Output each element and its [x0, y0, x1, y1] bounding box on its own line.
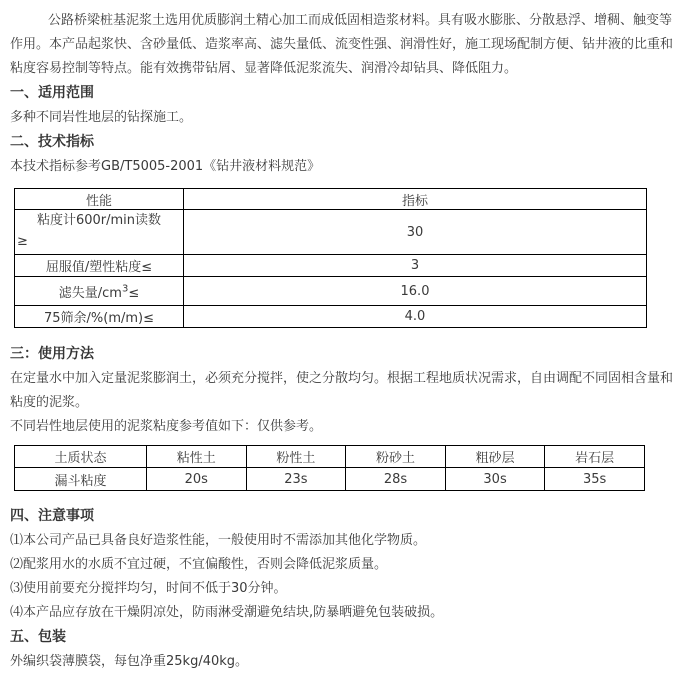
- spec-value-cell: 4.0: [184, 306, 647, 328]
- viscosity-table-header-row: [15, 446, 645, 468]
- spec-header-property: 性能: [15, 189, 184, 210]
- spec-property-label: 粘度计600r/min读数: [36, 213, 162, 228]
- usage-body: 在定量水中加入定量泥浆膨润土，必须充分搅拌，使之分散均匀。根据工程地质状况需求，自由调配不同固相含量和粘度的泥浆。: [10, 371, 674, 410]
- soil-type-header: 粗砂层: [445, 446, 545, 468]
- viscosity-value-cell: 30s: [445, 468, 545, 491]
- spec-value-cell: 16.0: [184, 277, 647, 306]
- greater-equal-symbol: ≥: [17, 234, 28, 249]
- section-heading-specs: 二、技术指标: [10, 134, 94, 150]
- funnel-viscosity-label: 漏斗粘度: [15, 468, 147, 491]
- spec-property-cell: [15, 210, 184, 255]
- table-row: [15, 210, 647, 255]
- spec-value-cell: 3: [184, 255, 647, 277]
- table-row: [15, 277, 647, 306]
- usage-note: 不同岩性地层使用的泥浆粘度参考值如下：仅供参考。: [10, 419, 323, 434]
- spec-property-cell: 屈服值/塑性粘度≤: [15, 255, 184, 277]
- table-row: [15, 255, 647, 277]
- section-heading-scope: 一、适用范围: [10, 85, 94, 101]
- spec-property-cell: [15, 277, 184, 306]
- spec-property-label: 滤失量/cm: [58, 285, 122, 301]
- section-heading-usage: 三：使用方法: [10, 346, 94, 362]
- packaging-body: 外编织袋薄膜袋，每包净重25kg/40kg。: [10, 654, 249, 669]
- spec-value-cell: 30: [184, 210, 647, 255]
- viscosity-value-cell: 28s: [346, 468, 446, 491]
- table-row: [15, 468, 645, 491]
- note-item: ⑶使用前要充分搅拌均匀，时间不低于30分钟。: [10, 581, 287, 596]
- note-item: ⑴本公司产品已具备良好造浆性能，一般使用时不需添加其他化学物质。: [10, 533, 427, 548]
- note-item: ⑷本产品应存放在干燥阴凉处，防雨淋受潮避免结块,防暴晒避免包装破损。: [10, 605, 444, 620]
- soil-type-header: 粉砂土: [346, 446, 446, 468]
- scope-body: 多种不同岩性地层的钻探施工。: [10, 110, 193, 125]
- soil-state-header: 土质状态: [15, 446, 147, 468]
- spec-table-header-row: [15, 189, 647, 210]
- viscosity-value-cell: 20s: [147, 468, 247, 491]
- soil-type-header: 岩石层: [545, 446, 645, 468]
- section-heading-notes: 四、注意事项: [10, 508, 94, 524]
- less-equal-symbol: ≤: [128, 285, 140, 301]
- soil-type-header: 粉性土: [246, 446, 346, 468]
- viscosity-table: [14, 445, 645, 491]
- note-item: ⑵配浆用水的水质不宜过硬，不宜偏酸性，否则会降低泥浆质量。: [10, 557, 388, 572]
- specs-reference: 本技术指标参考GB/T5005-2001《钻井液材料规范》: [10, 159, 321, 174]
- spec-header-value: 指标: [184, 189, 647, 210]
- viscosity-value-cell: 23s: [246, 468, 346, 491]
- table-row: [15, 306, 647, 328]
- section-heading-packaging: 五、包装: [10, 629, 66, 645]
- superscript-3: 3: [121, 283, 129, 295]
- spec-property-cell: 75筛余/%(m/m)≤: [15, 306, 184, 328]
- intro-paragraph: 公路桥梁桩基泥浆土选用优质膨润土精心加工而成低固相造浆材料。具有吸水膨胀、分散悬浮、增稠、触变等作用。本产品起浆快、含砂量低、造浆率高、滤失量低、流变性强、润滑性好，施工现场配制方便、钻井液的比重和粘度容易控制等特点。能有效携带钻屑、显著降低泥浆流失、润滑冷却钻具、降低阻力。: [10, 13, 674, 76]
- spec-table: [14, 188, 647, 328]
- viscosity-value-cell: 35s: [545, 468, 645, 491]
- soil-type-header: 粘性土: [147, 446, 247, 468]
